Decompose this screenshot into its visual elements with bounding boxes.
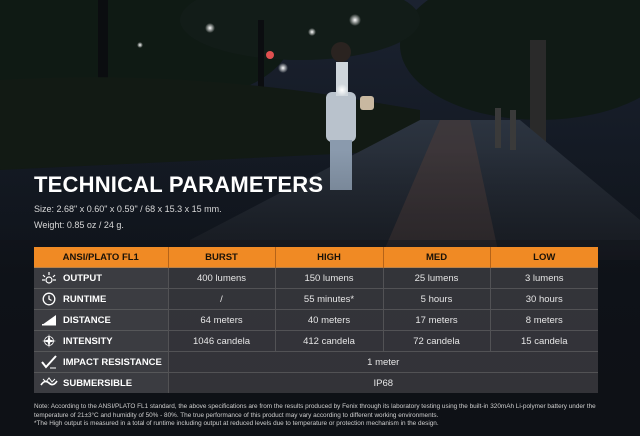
row-label-cell — [34, 310, 168, 331]
row-label: IMPACT RESISTANCE — [63, 356, 162, 368]
table-row-distance — [34, 310, 598, 331]
table-header-row — [34, 247, 598, 268]
row-label-cell — [34, 352, 168, 373]
value-cell: 40 meters — [275, 310, 383, 331]
value-cell: 17 meters — [383, 310, 490, 331]
header-mode: ANSI/PLATO FL1 — [34, 247, 168, 268]
footnote-line: *The High output is measured in a total of runtime including output at reduced levels due to temperature or protection mechanism in the design. — [34, 420, 439, 428]
impact-icon — [40, 355, 58, 369]
value-cell: 400 lumens — [168, 268, 275, 289]
row-label-cell — [34, 331, 168, 352]
value-cell: 25 lumens — [383, 268, 490, 289]
row-label: INTENSITY — [63, 335, 113, 347]
distance-icon — [40, 313, 58, 327]
row-label: DISTANCE — [63, 314, 111, 326]
value-cell: 150 lumens — [275, 268, 383, 289]
header-high: HIGH — [275, 247, 383, 268]
value-cell: 64 meters — [168, 310, 275, 331]
table-row-runtime — [34, 289, 598, 310]
table-row-impact — [34, 352, 598, 373]
row-label: RUNTIME — [63, 293, 107, 305]
footnote-line: Note: According to the ANSI/PLATO FL1 standard, the above specifications are from the results produced by Fenix through its laboratory testing using the built-in 320mAh Li-polymer battery under the temperature of 21±3°C and humidity of 50% - 80%. The true performance of this product may vary according to different working environments. — [34, 403, 596, 419]
row-label-cell — [34, 268, 168, 289]
row-label-cell — [34, 373, 168, 394]
value-cell: 55 minutes* — [275, 289, 383, 310]
value-cell-spanned: 1 meter — [168, 352, 598, 373]
value-cell: 30 hours — [490, 289, 598, 310]
value-cell: 3 lumens — [490, 268, 598, 289]
value-cell: 15 candela — [490, 331, 598, 352]
header-burst: BURST — [168, 247, 275, 268]
value-cell: 8 meters — [490, 310, 598, 331]
table-row-submersible — [34, 373, 598, 394]
footnote — [34, 403, 624, 429]
header-med: MED — [383, 247, 490, 268]
value-cell: 412 candela — [275, 331, 383, 352]
weight-spec: Weight: 0.85 oz / 24 g. — [34, 220, 124, 230]
size-spec: Size: 2.68" x 0.60" x 0.59" / 68 x 15.3 x 15 mm. — [34, 204, 222, 214]
value-cell: 72 candela — [383, 331, 490, 352]
intensity-icon — [40, 334, 58, 348]
table-row-intensity — [34, 331, 598, 352]
page-title: TECHNICAL PARAMETERS — [34, 172, 324, 197]
clock-icon — [40, 292, 58, 306]
output-icon — [40, 271, 58, 285]
value-cell-spanned: IP68 — [168, 373, 598, 394]
header-low: LOW — [490, 247, 598, 268]
value-cell: 5 hours — [383, 289, 490, 310]
parameters-table — [34, 247, 598, 393]
submersible-icon — [40, 376, 58, 390]
row-label: SUBMERSIBLE — [63, 377, 133, 389]
value-cell: 1046 candela — [168, 331, 275, 352]
row-label: OUTPUT — [63, 272, 103, 284]
table-row-output — [34, 268, 598, 289]
value-cell: / — [168, 289, 275, 310]
row-label-cell — [34, 289, 168, 310]
